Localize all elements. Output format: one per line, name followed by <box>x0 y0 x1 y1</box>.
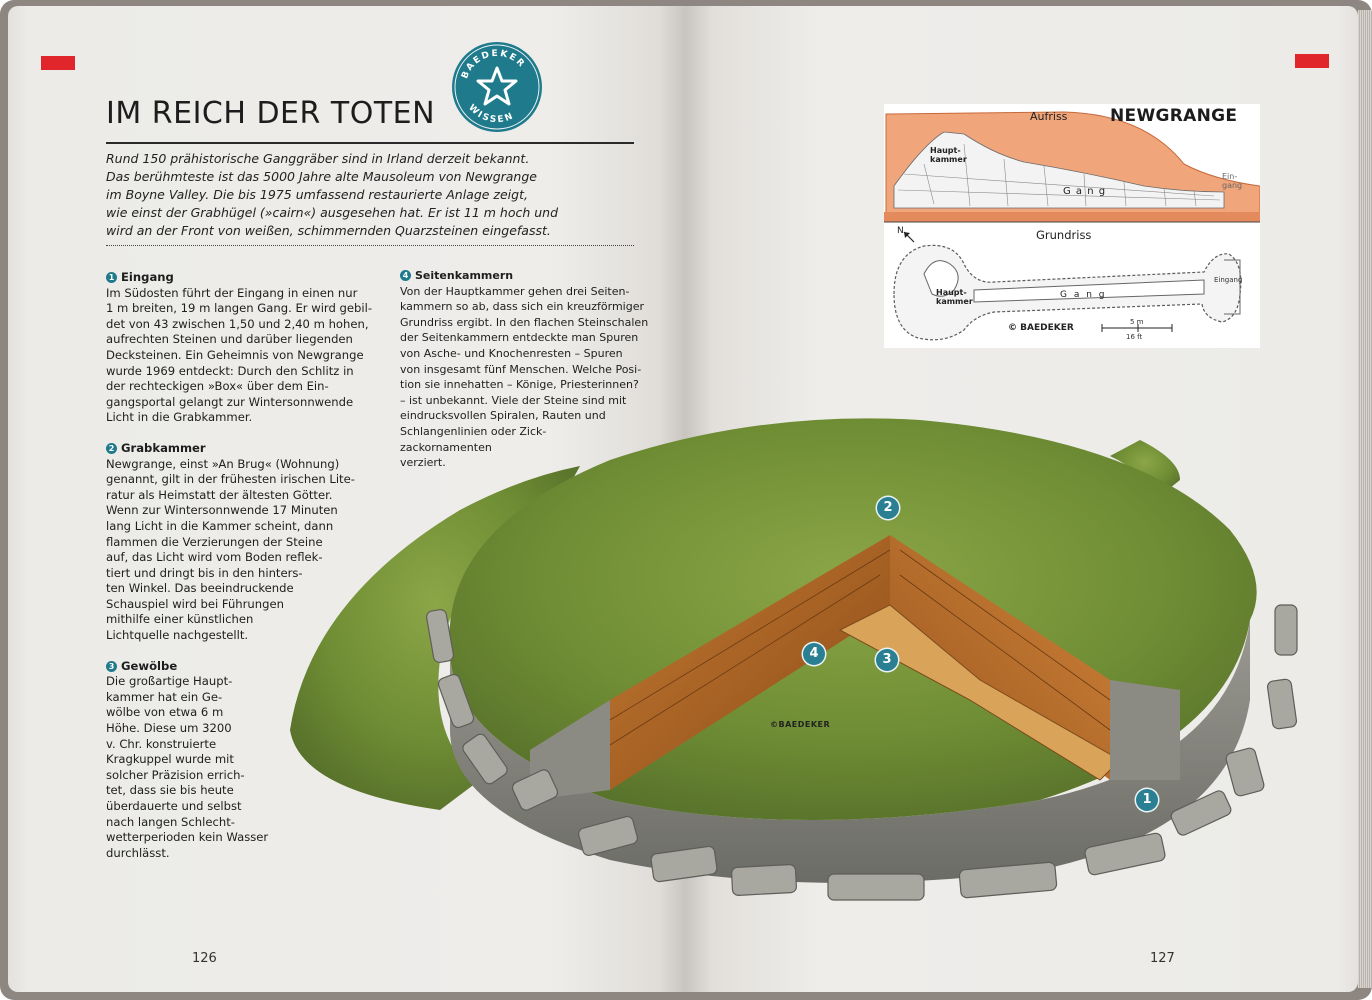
number-badge: 4 <box>400 270 411 281</box>
section-heading: Eingang <box>121 270 174 284</box>
page-number-left: 126 <box>192 951 217 966</box>
aufriss-label: Aufriss <box>1030 110 1068 123</box>
section-heading: Grabkammer <box>121 440 206 455</box>
scale-feet: 16 ft <box>1126 333 1143 341</box>
callout-2: 2 <box>877 497 899 519</box>
plan-title: NEWGRANGE <box>1110 106 1238 126</box>
section-body: Newgrange, einst »An Brug« (Wohnung) genannt, gilt in der frühesten irischen Lite- ratur als Heimstatt der ältesten Götter. Wenn zur Wintersonnwende 17 Minuten lang Licht in die Kammer scheint, dann flammen die Verzierungen der Steine auf, das Licht wird vom Boden reflek- tiert und dringt bis in den hinters- ten Winkel. Das beeindruckende Schauspiel wird bei Führungen mithilfe einer künstlichen Lichtquelle nachgestellt. <box>106 456 355 643</box>
gang-label-bottom: G a n g <box>1060 290 1107 300</box>
number-badge: 2 <box>106 443 117 454</box>
lead-paragraph: Rund 150 prähistorische Ganggräber sind in Irland derzeit bekannt. Das berühmteste ist das 5000 Jahre alte Mausoleum von Newgrange im Boyne Valley. Die bis 1975 umfassend restaurierte Anlage zeigt, wie einst der Grabhügel (»cairn«) ausgesehen hat. Er ist 11 m hoch und wird an der Front von weißen, schimmernden Quarzsteinen eingefasst. <box>106 151 559 238</box>
section-heading: Gewölbe <box>121 658 178 673</box>
number-badge: 1 <box>106 272 117 283</box>
section-body: Von der Hauptkammer gehen drei Seiten- kammern so ab, dass sich ein kreuzförmiger Grundriss ergibt. In den flachen Steinschalen der Seitenkammern entdeckte man Spuren von Asche- und Knochenresten – Spuren von insgesamt fünf Menschen. Welche Posi- tion sie innehatten – Könige, Priesterinnen? – ist unbekannt. Viele der Steine sind mit eindrucksvollen Spiralen, Rauten und Schlangenlinien oder Zick- zackornamenten verziert. <box>400 284 649 470</box>
number-badge: 3 <box>106 661 117 672</box>
grundriss-label: Grundriss <box>1036 228 1092 242</box>
red-page-tab <box>1295 54 1329 68</box>
title-rule <box>106 142 634 144</box>
page-number-right: 127 <box>1150 951 1175 966</box>
star-icon <box>478 68 516 104</box>
page-title: IM REICH DER TOTEN <box>106 96 436 131</box>
hauptkammer-label-bottom: Haupt- kammer <box>936 288 973 306</box>
north-label: N <box>897 226 904 236</box>
scale-meters: 5 m <box>1130 318 1144 326</box>
eingang-label-top: Ein- gang <box>1222 172 1243 190</box>
gang-label-top: G a n g <box>1063 186 1107 197</box>
svg-text:WISSEN: WISSEN <box>466 102 517 126</box>
plan-drawing <box>884 104 1260 348</box>
svg-text:BAEDEKER: BAEDEKER <box>460 48 528 81</box>
section-heading: Seitenkammern <box>415 269 514 282</box>
eingang-label-bottom: Eingang <box>1214 276 1243 284</box>
newgrange-plan-inset <box>884 104 1260 348</box>
baedeker-wissen-seal <box>452 42 542 132</box>
red-page-tab <box>41 56 75 70</box>
page-edge-stack <box>1358 10 1372 988</box>
callout-3: 3 <box>876 649 898 671</box>
hauptkammer-label-top: Haupt- kammer <box>930 146 967 164</box>
illustration-copyright: ©BAEDEKER <box>770 720 831 729</box>
callout-4: 4 <box>803 643 825 665</box>
plan-copyright: © BAEDEKER <box>1008 323 1074 333</box>
dotted-divider <box>106 245 634 246</box>
section-body: Die großartige Haupt- kammer hat ein Ge- wölbe von etwa 6 m Höhe. Diese um 3200 v. Chr. konstruierte Kragkuppel wurde mit solcher Präzision errich- tet, dass sie bis heute überdauerte und selbst nach langen Schlecht- wetterperioden kein Wasser durchlässt. <box>106 674 269 860</box>
section-body: Im Südosten führt der Eingang in einen nur 1 m breiten, 19 m langen Gang. Er wird gebil- det von 43 zwischen 1,50 und 2,40 m hohen, aufrechten Steinen und darüber liegenden Decksteinen. Ein Geheimnis von Newgrange wurde 1969 entdeckt: Durch den Schlitz in der rechteckigen »Box« über dem Ein- gangsportal gelangt zur Wintersonnwende Licht in die Grabkammer. <box>106 285 373 425</box>
callout-1: 1 <box>1136 789 1158 811</box>
